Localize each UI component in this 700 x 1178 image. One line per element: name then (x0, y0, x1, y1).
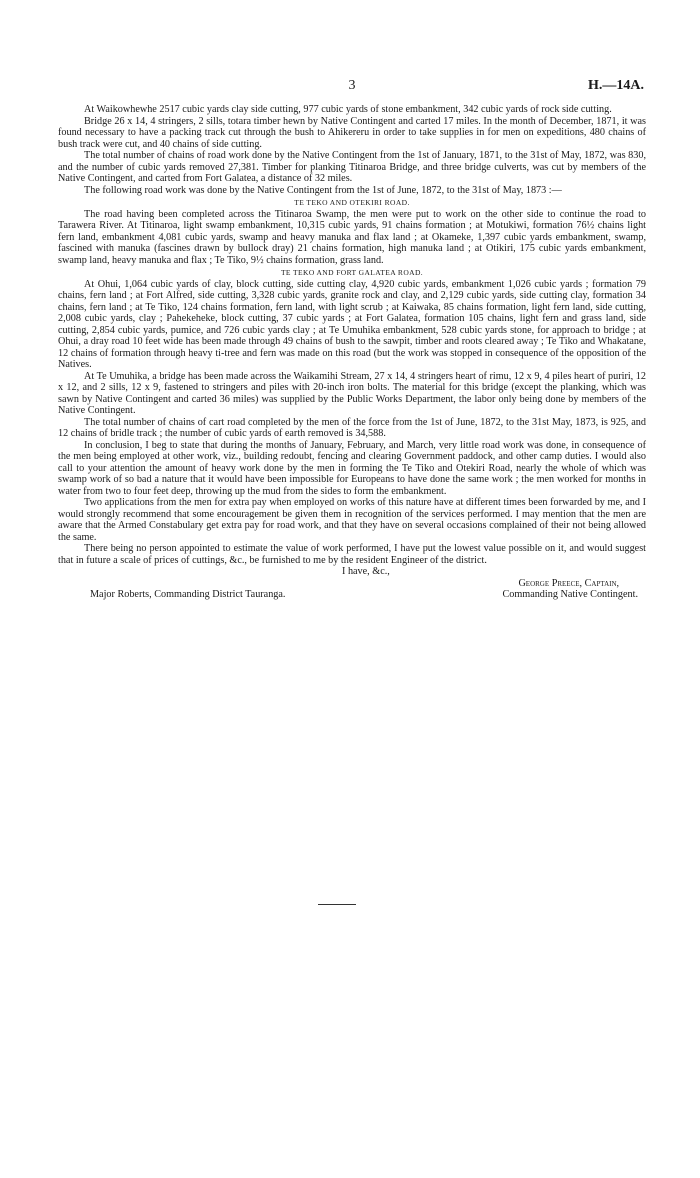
document-reference: H.—14A. (588, 78, 644, 93)
page-number: 3 (348, 78, 356, 93)
paragraph-te-umuhika-bridge: At Te Umuhika, a bridge has been made across the Waikamihi Stream, 27 x 14, 4 stringers heart of rimu, 12 x 9, 4 piles heart of puriri, 12 x 12, and 2 sills, 12 x 9, fastened to stringers and piles with 20-inch iron bolts. The material for this bridge (except the planking, which was sawn by Native Contingent and carted 36 miles) was supplied by the Public Works Department, the labor only being done by members of the Native Contingent. (58, 370, 646, 416)
signature-block (58, 578, 646, 601)
page-header (58, 78, 646, 104)
addressee: Major Roberts, Commanding District Tauranga. (90, 589, 286, 600)
paragraph-bridge: Bridge 26 x 14, 4 stringers, 2 sills, totara timber hewn by Native Contingent and carted 17 miles. In the month of December, 1871, it was found necessary to have a packing track cut through the bush to Ahikereru in order to take supplies in for men on expeditions, 480 chains of bush track were cut, and 40 chains of side cutting. (58, 115, 646, 150)
paragraph-cart-road-total: The total number of chains of cart road completed by the men of the force from the 1st of June, 1872, to the 31st May, 1873, is 925, and 12 chains of bridle track ; the number of cubic yards of earth removed is 34,588. (58, 416, 646, 439)
end-rule (318, 904, 356, 905)
paragraph-conclusion: In conclusion, I beg to state that during the months of January, February, and March, very little road work was done, in consequence of the men being employed at other work, viz., building redoubt, fencing and clearing Government paddock, and other camp duties. I would also call to your attention the amount of heavy work done by the men in forming the Te Tiko and Otekiri Road, nearly the whole of which was swamp work of so bad a nature that it would have been impossible for Europeans to have done the same work ; the men worked for months in water from two to four feet deep, throwing up the mud from the sides to form the embankment. (58, 439, 646, 497)
signatory (502, 578, 646, 601)
signatory-name: George Preece, Captain, (518, 577, 620, 589)
paragraph-road-total-1872: The total number of chains of road work done by the Native Contingent from the 1st of January, 1871, to the 31st of May, 1872, was 830, and the number of cubic yards removed 27,381. Timber for planking Titinaroa Bridge, and three bridge culverts, was cut by members of the Native Contingent, and carted from Fort Galatea, a distance of 32 miles. (58, 150, 646, 184)
paragraph-following-work: The following road work was done by the Native Contingent from the 1st of June, 1872, to the 31st of May, 1873 :— (84, 184, 562, 196)
section-heading-te-teko-fort-galatea: TE TEKO AND FORT GALATEA ROAD. (280, 268, 424, 277)
paragraph-waikowhewhe: At Waikowhewhe 2517 cubic yards clay side cutting, 977 cubic yards of stone embankment, 342 cubic yards of rock side cutting. (84, 104, 612, 115)
signatory-title: Commanding Native Contingent. (502, 589, 638, 600)
paragraph-value-of-work: There being no person appointed to estimate the value of work performed, I have put the lowest value possible on it, and would suggest that in future a scale of prices of cuttings, &c., be furnished to me by the resident Engineer of the district. (58, 543, 646, 566)
paragraph-extra-pay: Two applications from the men for extra pay when employed on works of this nature have at different times been forwarded by me, and I would strongly recommend that some encouragement be given them in recognition of the services performed. I may mention that the men are aware that the Armed Constabulary get extra pay for road work, and that they have on several occasions complained of their not being allowed the same. (58, 497, 646, 543)
paragraph-titinaroa-swamp: The road having been completed across the Titinaroa Swamp, the men were put to work on the other side to continue the road to Tarawera River. At Titinaroa, light swamp embankment, 10,315 cubic yards, 91 chains formation ; at Motukiwi, formation 76½ chains light fern land, embankment 4,081 cubic yards, swamp and heavy manuka and flax land ; at Okameke, 1,397 cubic yards embankment, swamp, fascined with manuka (fascines drawn by bullock dray) 21 chains formation, high manuka land ; at Otikiri, 175 cubic yards embankment, swamp land, heavy manuka and flax ; Te Tiko, 9½ chains formation, grass land. (58, 208, 646, 266)
paragraph-ohui: At Ohui, 1,064 cubic yards of clay, block cutting, side cutting clay, 4,920 cubic yards, embankment 1,026 cubic yards ; formation 79 chains, fern land ; at Fort Alfred, side cutting, 3,328 cubic yards, granite rock and clay, and 2,129 cubic yards, side cutting clay, formation 34 chains, fern land ; at Te Tiko, 124 chains formation, fern land, with light scrub ; at Kaiwaka, 85 chains formation, light fern land, side cutting, 2,008 cubic yards, clay ; Pahekeheke, block cutting, 37 cubic yards ; at Fort Galatea, formation 105 chains, light fern and grass land, side cutting, 2,854 cubic yards, pumice, and 726 cubic yards clay ; at Te Umuhika embankment, 528 cubic yards stone, for approach to bridge ; at Ohui, a dray road 10 feet wide has been made through 49 chains of bush to the sawpit, timber and roots cleared away ; Te Tiko and Whakatane, 12 chains of formation through heavy ti-tree and fern was made on this road (but the work was stopped in consequence of the opposition of the Natives. (58, 278, 646, 370)
section-heading-te-teko-otekiri: TE TEKO AND OTEKIRI ROAD. (294, 198, 410, 207)
document-page (58, 78, 646, 601)
closing-salutation: I have, &c., (342, 566, 390, 577)
